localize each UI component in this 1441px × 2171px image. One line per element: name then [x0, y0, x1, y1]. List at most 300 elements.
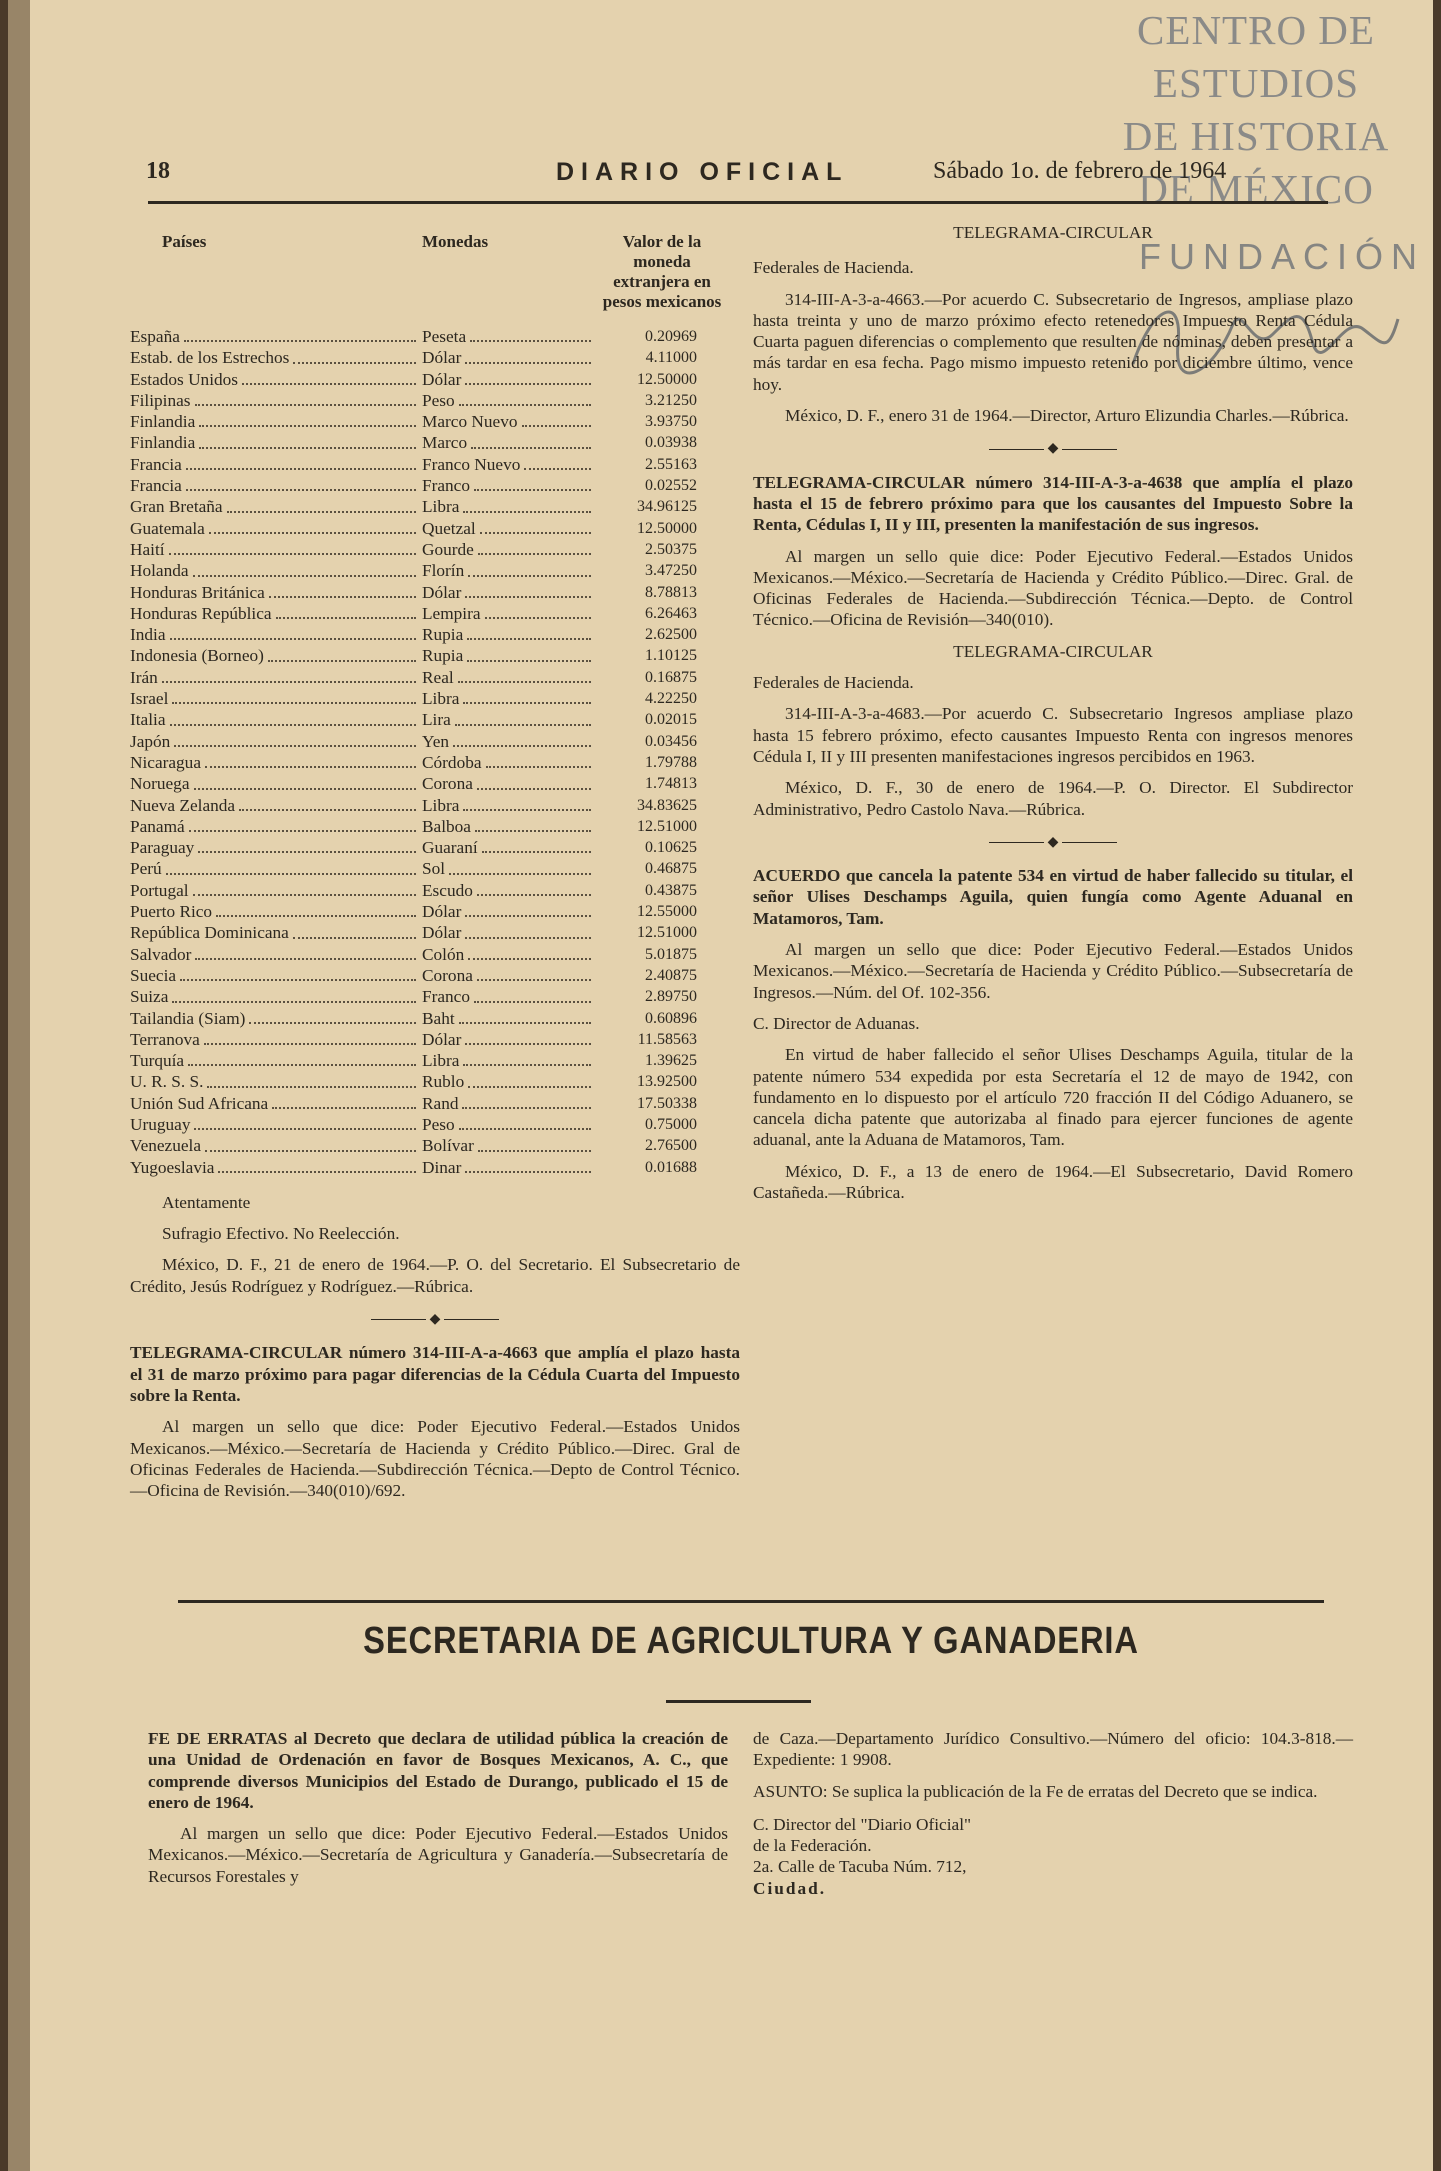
currency-name: Libra: [422, 497, 460, 517]
watermark-line: DE HISTORIA: [1122, 113, 1390, 159]
table-row: [130, 624, 740, 645]
rate-value: 12.51000: [637, 924, 697, 942]
country-cell: [130, 1050, 422, 1071]
table-row: [130, 582, 740, 603]
errata-body: Al margen un sello que dice: Poder Ejecutivo Federal.—Estados Unidos Mexicanos.—México.—Secretaría de Agricultura y Ganadería.—Subsecretaría de Recursos Forestales y: [148, 1824, 728, 1886]
currency-name: Baht: [422, 1008, 455, 1028]
leader-dots: [198, 837, 416, 853]
leader-dots: [463, 496, 591, 512]
country-cell: [130, 1008, 422, 1029]
country-cell: [130, 880, 422, 901]
telegram-signature: México, D. F., 30 de enero de 1964.—P. O. Director. El Subdirector Administrativo, Pedro Castolo Nava.—Rúbrica.: [753, 778, 1353, 819]
currency-cell: [422, 518, 597, 539]
currency-name: Dólar: [422, 923, 462, 943]
telegram-text: 314-III-A-3-a-4683.—Por acuerdo C. Subsecretario Ingresos ampliase plazo hasta 15 febrero próximo, efecto causantes Impuesto Renta con ingresos menores Cédula I, II y III presenten manifestaciones ingresos percibidos en 1963.: [753, 704, 1353, 766]
leader-dots: [205, 1135, 416, 1151]
leader-dots: [194, 773, 417, 789]
address-line: Ciudad.: [753, 1878, 827, 1898]
country-name: Irán: [130, 667, 158, 687]
country-name: Perú: [130, 859, 162, 879]
table-row: [130, 1050, 740, 1071]
agreement-title: ACUERDO que cancela la patente 534 en virtud de haber fallecido su titular, el señor Ulises Deschamps Aguila, quien fungía como Agente Aduanal en Matamoros, Tam.: [753, 866, 1353, 928]
country-cell: [130, 1029, 422, 1050]
table-row: [130, 944, 740, 965]
separator: ◆: [753, 832, 1353, 853]
watermark-line: CENTRO DE: [1137, 7, 1375, 53]
leader-dots: [449, 858, 591, 874]
country-cell: [130, 986, 422, 1007]
country-cell: [130, 795, 422, 816]
rate-value: 13.92500: [637, 1073, 697, 1091]
currency-cell: [422, 390, 597, 411]
telegram-heading: TELEGRAMA-CIRCULAR: [953, 223, 1153, 242]
rate-value: 0.03456: [645, 732, 697, 750]
leader-dots: [194, 1114, 416, 1130]
leader-dots: [477, 965, 591, 981]
rate-value: 2.89750: [645, 988, 697, 1006]
leader-dots: [204, 1029, 416, 1045]
table-row: [130, 1135, 740, 1156]
leader-dots: [170, 709, 417, 725]
country-name: Panamá: [130, 816, 185, 836]
watermark-line: ESTUDIOS: [1152, 60, 1360, 106]
rate-value: 0.46875: [645, 860, 697, 878]
country-name: Estados Unidos: [130, 369, 239, 389]
table-row: [130, 1157, 740, 1178]
currency-name: Dólar: [422, 1029, 462, 1049]
header-countries: Países: [162, 232, 207, 251]
country-name: Indonesia (Borneo): [130, 646, 264, 666]
telegram-body: Al margen un sello quie dice: Poder Ejecutivo Federal.—Estados Unidos Mexicanos.—México.—Secretaría de Hacienda y Crédito Público.—Direc. Gral. de Oficinas Federales de Hacienda.—Subdirección Técnica.—Depto. de Control Técnico.—Oficina de Revisión—340(010).: [753, 546, 1353, 630]
country-name: Yugoeslavia: [130, 1157, 215, 1177]
country-name: Turquía: [130, 1051, 185, 1071]
currency-cell: [422, 858, 597, 879]
rate-value: 1.39625: [645, 1052, 697, 1070]
section-underline: [666, 1700, 811, 1703]
currency-cell: [422, 731, 597, 752]
rate-value: 12.50000: [637, 519, 697, 537]
currency-name: Peso: [422, 390, 455, 410]
closing-motto: Sufragio Efectivo. No Reelección.: [162, 1224, 400, 1244]
table-row: [130, 411, 740, 432]
currency-cell: [422, 965, 597, 986]
rate-value: 6.26463: [645, 604, 697, 622]
table-row: [130, 454, 740, 475]
rate-value: 0.43875: [645, 881, 697, 899]
rate-value: 2.55163: [645, 455, 697, 473]
country-name: Puerto Rico: [130, 902, 213, 922]
table-row: [130, 347, 740, 368]
country-cell: [130, 816, 422, 837]
currency-cell: [422, 709, 597, 730]
leader-dots: [188, 1050, 416, 1066]
telegram-text: 314-III-A-3-a-4663.—Por acuerdo C. Subsecretario de Ingresos, ampliase plazo hasta treinta y uno de marzo próximo efecto retenedores Impuesto Renta Cédula Cuarta paguen diferencias o complemento que resulten de nóminas, deben presentar a más tardar en esa fecha. Pago mismo impuesto retenido por diciembre último, vence hoy.: [753, 289, 1353, 394]
leader-dots: [463, 1050, 591, 1066]
leader-dots: [195, 944, 416, 960]
country-name: Portugal: [130, 880, 189, 900]
currency-cell: [422, 1135, 597, 1156]
country-name: Nueva Zelanda: [130, 795, 236, 815]
leader-dots: [239, 795, 416, 811]
country-cell: [130, 347, 422, 368]
currency-name: Peso: [422, 1114, 455, 1134]
country-cell: [130, 390, 422, 411]
currency-name: Dólar: [422, 902, 462, 922]
country-name: Francia: [130, 476, 182, 496]
country-cell: [130, 1114, 422, 1135]
country-cell: [130, 582, 422, 603]
currency-name: Guaraní: [422, 838, 478, 858]
currency-name: Dinar: [422, 1157, 462, 1177]
addressee: Federales de Hacienda.: [753, 258, 914, 278]
rate-value: 0.75000: [645, 1115, 697, 1133]
country-cell: [130, 369, 422, 390]
currency-name: Quetzal: [422, 518, 476, 538]
leader-dots: [522, 411, 592, 427]
currency-name: Rublo: [422, 1072, 465, 1092]
country-cell: [130, 944, 422, 965]
header-currencies: Monedas: [422, 232, 489, 251]
leader-dots: [218, 1157, 416, 1173]
country-cell: [130, 752, 422, 773]
telegram-signature: México, D. F., enero 31 de 1964.—Director, Arturo Elizundia Charles.—Rúbrica.: [785, 406, 1349, 426]
rate-value: 1.74813: [645, 775, 697, 793]
leader-dots: [468, 1071, 591, 1087]
watermark-line: DE MÉXICO: [1138, 166, 1374, 212]
country-name: Honduras Británica: [130, 582, 265, 602]
currency-name: Dólar: [422, 369, 462, 389]
table-row: [130, 858, 740, 879]
leader-dots: [468, 944, 591, 960]
country-name: Francia: [130, 454, 182, 474]
leader-dots: [195, 390, 417, 406]
leader-dots: [477, 880, 591, 896]
leader-dots: [186, 475, 416, 491]
country-cell: [130, 1093, 422, 1114]
separator: ◆: [130, 1309, 740, 1330]
currency-cell: [422, 837, 597, 858]
table-header: [130, 232, 740, 312]
agreement-addressee: C. Director de Aduanas.: [753, 1013, 920, 1033]
country-cell: [130, 1071, 422, 1092]
telegram-title: TELEGRAMA-CIRCULAR número 314-III-A-3-a-4638 que amplía el plazo hasta el 15 de febrero próximo para que los causantes del Impuesto Sobre la Renta, Cédulas I, II y III, presenten la manifestación de sus ingresos.: [753, 472, 1353, 535]
leader-dots: [465, 582, 591, 598]
country-name: Israel: [130, 689, 169, 709]
table-row: [130, 518, 740, 539]
leader-dots: [458, 667, 591, 683]
leader-dots: [193, 560, 416, 576]
leader-dots: [186, 454, 416, 470]
rate-value: 12.51000: [637, 817, 697, 835]
leader-dots: [486, 752, 591, 768]
agreement-stamp: Al margen un sello que dice: Poder Ejecutivo Federal.—Estados Unidos Mexicanos.—México.—Secretaría de Hacienda y Crédito Público.—Subsecretaría de Ingresos.—Núm. del Of. 102-356.: [753, 940, 1353, 1002]
rate-value: 2.76500: [645, 1137, 697, 1155]
country-name: Paraguay: [130, 838, 195, 858]
country-name: U. R. S. S.: [130, 1072, 204, 1092]
country-cell: [130, 709, 422, 730]
address-line: 2a. Calle de Tacuba Núm. 712,: [753, 1857, 967, 1877]
leader-dots: [462, 1093, 591, 1109]
telegram-title: TELEGRAMA-CIRCULAR número 314-III-A-a-4663 que amplía el plazo hasta el 31 de marzo próximo para pagar diferencias de la Cédula Cuarta del Impuesto sobre la Renta.: [130, 1343, 740, 1405]
right-column: [753, 222, 1353, 1213]
leader-dots: [166, 858, 416, 874]
table-row: [130, 475, 740, 496]
country-name: Salvador: [130, 944, 192, 964]
rate-value: 3.93750: [645, 413, 697, 431]
country-name: Suiza: [130, 987, 169, 1007]
watermark-fundacion: FUNDACIÓN: [1139, 236, 1425, 277]
leader-dots: [272, 1093, 416, 1109]
table-row: [130, 1093, 740, 1114]
table-row: [130, 773, 740, 794]
table-row: [130, 1114, 740, 1135]
country-name: Uruguay: [130, 1114, 191, 1134]
currency-name: Peseta: [422, 327, 467, 346]
currency-cell: [422, 582, 597, 603]
currency-cell: [422, 539, 597, 560]
leader-dots: [169, 539, 416, 555]
address-line: C. Director del "Diario Oficial": [753, 1814, 972, 1834]
currency-cell: [422, 1114, 597, 1135]
table-row: [130, 965, 740, 986]
table-row: [130, 795, 740, 816]
country-name: Honduras República: [130, 603, 272, 623]
currency-name: Balboa: [422, 816, 471, 836]
table-row: [130, 688, 740, 709]
leader-dots: [205, 752, 416, 768]
leader-dots: [475, 816, 591, 832]
table-row: [130, 645, 740, 666]
currency-name: Bolívar: [422, 1136, 474, 1156]
country-cell: [130, 731, 422, 752]
country-name: Estab. de los Estrechos: [130, 348, 290, 368]
country-cell: [130, 603, 422, 624]
country-name: Italia: [130, 710, 166, 730]
leader-dots: [485, 603, 591, 619]
signature-paragraph: México, D. F., 21 de enero de 1964.—P. O. del Secretario. El Subsecretario de Crédito, Jesús Rodríguez y Rodríguez.—Rúbrica.: [130, 1255, 740, 1296]
table-row: [130, 880, 740, 901]
currency-name: Marco Nuevo: [422, 412, 518, 432]
country-cell: [130, 539, 422, 560]
currency-name: Rupia: [422, 625, 464, 645]
table-row: [130, 1008, 740, 1029]
currency-name: Dólar: [422, 348, 462, 368]
rate-value: 8.78813: [645, 583, 697, 601]
leader-dots: [249, 1008, 416, 1024]
table-row: [130, 1071, 740, 1092]
country-name: Haití: [130, 539, 165, 559]
currency-cell: [422, 1093, 597, 1114]
currency-name: Marco: [422, 433, 468, 453]
country-name: Noruega: [130, 774, 190, 794]
table-row: [130, 432, 740, 453]
currency-name: Florín: [422, 561, 465, 581]
leader-dots: [470, 326, 591, 342]
section-title: SECRETARIA DE AGRICULTURA Y GANADERIA: [363, 1620, 1139, 1662]
rate-value: 12.50000: [637, 370, 697, 388]
currency-name: Real: [422, 667, 454, 687]
rate-value: 2.50375: [645, 540, 697, 558]
country-cell: [130, 688, 422, 709]
rate-value: 0.60896: [645, 1009, 697, 1027]
country-cell: [130, 858, 422, 879]
country-cell: [130, 773, 422, 794]
country-name: Holanda: [130, 561, 189, 581]
rate-value: 1.10125: [645, 647, 697, 665]
country-cell: [130, 667, 422, 688]
rate-value: 2.40875: [645, 966, 697, 984]
currency-name: Franco: [422, 987, 470, 1007]
table-row: [130, 837, 740, 858]
leader-dots: [459, 1114, 591, 1130]
leader-dots: [465, 901, 591, 917]
country-cell: [130, 624, 422, 645]
rate-value: 34.96125: [637, 498, 697, 516]
table-row: [130, 496, 740, 517]
country-name: República Dominicana: [130, 923, 289, 943]
currency-cell: [422, 1029, 597, 1050]
currency-cell: [422, 880, 597, 901]
address-line: de la Federación.: [753, 1836, 872, 1856]
table-row: [130, 816, 740, 837]
closing-line: Atentamente: [162, 1192, 251, 1212]
errata-continuation: de Caza.—Departamento Jurídico Consultivo.—Número del oficio: 104.3-818.—Expediente: 1 9908.: [753, 1729, 1353, 1770]
rate-value: 17.50338: [637, 1094, 697, 1112]
newspaper-title: DIARIO OFICIAL: [556, 158, 849, 186]
country-cell: [130, 411, 422, 432]
currency-cell: [422, 1157, 597, 1178]
leader-dots: [170, 624, 416, 640]
rate-value: 3.21250: [645, 391, 697, 409]
currency-cell: [422, 752, 597, 773]
table-row: [130, 667, 740, 688]
currency-name: Córdoba: [422, 752, 482, 772]
currency-cell: [422, 560, 597, 581]
country-name: Japón: [130, 731, 171, 751]
currency-cell: [422, 645, 597, 666]
country-name: Guatemala: [130, 518, 205, 538]
currency-name: Franco: [422, 476, 470, 496]
country-cell: [130, 645, 422, 666]
leader-dots: [459, 1008, 591, 1024]
addressee: Federales de Hacienda.: [753, 673, 914, 693]
currency-name: Sol: [422, 859, 446, 879]
rate-value: 3.47250: [645, 562, 697, 580]
leader-dots: [465, 347, 591, 363]
header-value: Valor de la moneda extranjera en pesos mexicanos: [602, 232, 722, 311]
leader-dots: [471, 432, 591, 448]
currency-cell: [422, 603, 597, 624]
country-name: España: [130, 327, 180, 346]
bottom-left-column: [148, 1728, 728, 1897]
newspaper-page: [8, 0, 1433, 2171]
currency-cell: [422, 454, 597, 475]
leader-dots: [216, 901, 416, 917]
currency-name: Franco Nuevo: [422, 454, 521, 474]
leader-dots: [268, 645, 416, 661]
currency-name: Libra: [422, 795, 460, 815]
country-cell: [130, 496, 422, 517]
country-name: Finlandia: [130, 433, 196, 453]
rate-value: 2.62500: [645, 626, 697, 644]
country-cell: [130, 326, 422, 347]
currency-cell: [422, 986, 597, 1007]
country-cell: [130, 901, 422, 922]
rate-value: 12.55000: [637, 903, 697, 921]
country-name: Tailandia (Siam): [130, 1008, 246, 1028]
leader-dots: [468, 560, 591, 576]
leader-dots: [467, 624, 591, 640]
telegram-heading: TELEGRAMA-CIRCULAR: [953, 641, 1153, 661]
agreement-signature: México, D. F., a 13 de enero de 1964.—El Subsecretario, David Romero Castañeda.—Rúbrica.: [753, 1161, 1353, 1202]
leader-dots: [180, 965, 416, 981]
rate-value: 0.01688: [645, 1158, 697, 1176]
country-name: Suecia: [130, 965, 177, 985]
currency-cell: [422, 1050, 597, 1071]
currency-cell: [422, 347, 597, 368]
leader-dots: [459, 390, 591, 406]
issue-date: Sábado 1o. de febrero de 1964: [933, 158, 1227, 184]
leader-dots: [172, 986, 416, 1002]
currency-name: Lira: [422, 710, 451, 730]
country-cell: [130, 454, 422, 475]
leader-dots: [480, 518, 591, 534]
leader-dots: [242, 369, 416, 385]
leader-dots: [172, 688, 416, 704]
country-cell: [130, 1135, 422, 1156]
leader-dots: [199, 411, 416, 427]
currency-cell: [422, 667, 597, 688]
leader-dots: [269, 582, 416, 598]
country-name: India: [130, 625, 166, 645]
currency-cell: [422, 688, 597, 709]
bottom-right-column: [753, 1728, 1353, 1899]
leader-dots: [465, 1157, 591, 1173]
agreement-text: En virtud de haber fallecido el señor Ulises Deschamps Aguila, titular de la patente número 534 expedida por esta Secretaría el 12 de mayo de 1942, con fundamento en lo dispuesto por el artículo 720 fracción II del Código Aduanero, se cancela dicha patente que autorizaba al finado para ejercer funciones de agente aduanal, ante la Aduana de Matamoros, Tam.: [753, 1045, 1353, 1150]
currency-name: Rand: [422, 1093, 459, 1113]
rate-value: 0.03938: [645, 434, 697, 452]
currency-cell: [422, 816, 597, 837]
leader-dots: [199, 432, 416, 448]
leader-dots: [162, 667, 416, 683]
table-row: [130, 1029, 740, 1050]
leader-dots: [474, 475, 591, 491]
table-row: [130, 986, 740, 1007]
currency-cell: [422, 432, 597, 453]
leader-dots: [207, 1071, 416, 1087]
table-row: [130, 539, 740, 560]
leader-dots: [209, 518, 416, 534]
leader-dots: [477, 773, 591, 789]
address-block: [753, 1814, 1353, 1899]
table-row: [130, 901, 740, 922]
leader-dots: [465, 369, 591, 385]
country-cell: [130, 518, 422, 539]
country-name: Terranova: [130, 1029, 200, 1049]
rate-value: 34.83625: [637, 796, 697, 814]
currency-cell: [422, 901, 597, 922]
rate-value: 1.79788: [645, 753, 697, 771]
leader-dots: [474, 986, 591, 1002]
currency-name: Dólar: [422, 582, 462, 602]
currency-cell: [422, 411, 597, 432]
leader-dots: [465, 1029, 591, 1045]
table-row: [130, 752, 740, 773]
left-column: [130, 232, 740, 1511]
currency-name: Corona: [422, 965, 473, 985]
rate-value: 0.02015: [645, 711, 697, 729]
currency-name: Lempira: [422, 603, 481, 623]
